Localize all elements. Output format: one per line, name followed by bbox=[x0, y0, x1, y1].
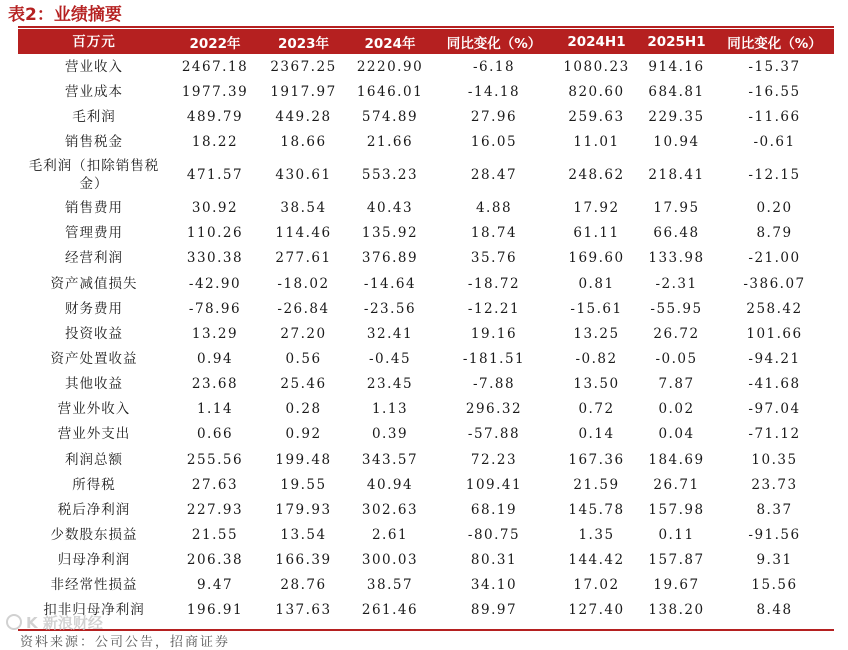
value-cell: 227.93 bbox=[186, 501, 244, 518]
value-cell: 9.31 bbox=[756, 552, 793, 569]
value-cell: 21.66 bbox=[366, 133, 414, 150]
row-label: 投资收益 bbox=[65, 325, 123, 342]
value-cell: -15.37 bbox=[748, 58, 801, 75]
value-cell: 28.76 bbox=[280, 577, 327, 594]
value-cell: 133.98 bbox=[648, 250, 705, 267]
value-cell: 157.87 bbox=[648, 552, 705, 569]
header-2024: 2024年 bbox=[364, 35, 416, 52]
row-label: 资产处置收益 bbox=[50, 350, 138, 367]
value-cell: 18.22 bbox=[191, 133, 239, 150]
row-label: 营业成本 bbox=[65, 83, 123, 100]
value-cell: 114.46 bbox=[275, 225, 332, 242]
value-cell: 376.89 bbox=[361, 250, 419, 267]
value-cell: 1917.97 bbox=[270, 83, 337, 100]
row-label: 归母净利润 bbox=[57, 552, 131, 569]
table-row bbox=[18, 54, 834, 79]
value-cell: 9.47 bbox=[196, 577, 234, 594]
value-cell: 169.60 bbox=[568, 250, 625, 267]
table-row bbox=[18, 397, 834, 422]
value-cell: 68.19 bbox=[470, 501, 518, 518]
header-2025h1: 2025H1 bbox=[647, 33, 706, 50]
row-label: 毛利润 bbox=[72, 108, 116, 125]
value-cell: 259.63 bbox=[568, 108, 625, 125]
value-cell: -386.07 bbox=[743, 275, 806, 292]
value-cell: 261.46 bbox=[361, 602, 419, 619]
row-label: 营业外收入 bbox=[57, 401, 131, 418]
value-cell: 167.36 bbox=[568, 451, 625, 468]
value-cell: 38.54 bbox=[280, 200, 327, 217]
value-cell: 127.40 bbox=[568, 602, 625, 619]
value-cell: 2367.25 bbox=[270, 58, 337, 75]
value-cell: 2.61 bbox=[371, 526, 409, 543]
value-cell: 820.60 bbox=[568, 83, 625, 100]
row-label: 销售费用 bbox=[65, 200, 123, 217]
value-cell: 4.88 bbox=[475, 200, 513, 217]
value-cell: 7.87 bbox=[658, 376, 695, 393]
value-cell: -14.18 bbox=[467, 83, 521, 100]
value-cell: 489.79 bbox=[186, 108, 244, 125]
value-cell: -0.82 bbox=[575, 350, 618, 367]
value-cell: 30.92 bbox=[191, 200, 239, 217]
value-cell: -57.88 bbox=[467, 426, 521, 443]
value-cell: -16.55 bbox=[748, 83, 801, 100]
value-cell: 684.81 bbox=[648, 83, 705, 100]
value-cell: -15.61 bbox=[570, 300, 623, 317]
table-row bbox=[18, 221, 834, 246]
value-cell: -55.95 bbox=[650, 300, 703, 317]
value-cell: -18.02 bbox=[277, 275, 330, 292]
value-cell: -94.21 bbox=[748, 350, 801, 367]
value-cell: 0.28 bbox=[285, 401, 322, 418]
header-2024h1: 2024H1 bbox=[567, 33, 626, 50]
table-row bbox=[18, 548, 834, 573]
value-cell: 1.35 bbox=[578, 526, 615, 543]
value-cell: 32.41 bbox=[366, 325, 414, 342]
value-cell: 0.94 bbox=[196, 350, 234, 367]
table-row bbox=[18, 422, 834, 447]
row-label: 其他收益 bbox=[65, 376, 123, 393]
value-cell: 72.23 bbox=[470, 451, 518, 468]
value-cell: -0.45 bbox=[368, 350, 412, 367]
value-cell: 471.57 bbox=[186, 167, 244, 184]
table-row bbox=[18, 522, 834, 547]
row-label: 营业收入 bbox=[65, 58, 123, 75]
value-cell: 449.28 bbox=[275, 108, 332, 125]
value-cell: 914.16 bbox=[648, 58, 705, 75]
value-cell: 27.96 bbox=[470, 108, 518, 125]
value-cell: -2.31 bbox=[655, 275, 698, 292]
row-label: 扣非归母净利润 bbox=[43, 602, 145, 619]
value-cell: 89.97 bbox=[470, 602, 518, 619]
value-cell: 0.14 bbox=[578, 426, 615, 443]
table-title: 表2：业绩摘要 bbox=[8, 5, 122, 25]
table-row bbox=[18, 155, 834, 196]
value-cell: 1.14 bbox=[196, 401, 234, 418]
value-cell: 255.56 bbox=[186, 451, 244, 468]
value-cell: 145.78 bbox=[568, 501, 625, 518]
table-row bbox=[18, 296, 834, 321]
header-2022: 2022年 bbox=[189, 35, 241, 52]
value-cell: -0.61 bbox=[753, 133, 796, 150]
value-cell: -26.84 bbox=[277, 300, 330, 317]
value-cell: 25.46 bbox=[280, 376, 327, 393]
value-cell: 27.63 bbox=[191, 476, 239, 493]
value-cell: 8.48 bbox=[756, 602, 793, 619]
value-cell: -71.12 bbox=[748, 426, 801, 443]
row-label: 税后净利润 bbox=[57, 501, 131, 518]
header-yoy-half: 同比变化（%） bbox=[727, 35, 822, 52]
value-cell: 13.29 bbox=[191, 325, 239, 342]
value-cell: 553.23 bbox=[361, 167, 419, 184]
value-cell: 184.69 bbox=[648, 451, 705, 468]
row-label: 经营利润 bbox=[65, 250, 123, 267]
table-body bbox=[18, 54, 834, 623]
header-yoy-annual: 同比变化（%） bbox=[446, 35, 542, 52]
table-header-row bbox=[18, 29, 834, 54]
value-cell: 343.57 bbox=[361, 451, 419, 468]
title-rule bbox=[18, 26, 834, 28]
value-cell: -181.51 bbox=[462, 350, 526, 367]
value-cell: 38.57 bbox=[366, 577, 414, 594]
value-cell: 300.03 bbox=[361, 552, 419, 569]
value-cell: 13.54 bbox=[280, 526, 327, 543]
table-row bbox=[18, 346, 834, 371]
value-cell: 11.01 bbox=[573, 133, 620, 150]
value-cell: -78.96 bbox=[188, 300, 242, 317]
summary-table bbox=[18, 29, 834, 623]
value-cell: 13.25 bbox=[573, 325, 620, 342]
value-cell: -12.15 bbox=[748, 167, 801, 184]
value-cell: -6.18 bbox=[472, 58, 516, 75]
table-row bbox=[18, 104, 834, 129]
value-cell: 23.45 bbox=[366, 376, 414, 393]
value-cell: 0.81 bbox=[578, 275, 615, 292]
table-row bbox=[18, 497, 834, 522]
value-cell: -0.05 bbox=[655, 350, 698, 367]
value-cell: 18.74 bbox=[470, 225, 518, 242]
value-cell: 330.38 bbox=[186, 250, 244, 267]
row-label: 所得税 bbox=[72, 476, 116, 493]
table-row bbox=[18, 246, 834, 271]
value-cell: 35.76 bbox=[470, 250, 518, 267]
table-row bbox=[18, 472, 834, 497]
value-cell: -12.21 bbox=[467, 300, 521, 317]
row-label: 非经常性损益 bbox=[50, 577, 138, 594]
value-cell: 21.55 bbox=[191, 526, 239, 543]
value-cell: 23.68 bbox=[191, 376, 239, 393]
value-cell: 109.41 bbox=[465, 476, 523, 493]
value-cell: 137.63 bbox=[275, 602, 332, 619]
value-cell: 218.41 bbox=[648, 167, 705, 184]
value-cell: -41.68 bbox=[748, 376, 801, 393]
value-cell: 0.92 bbox=[285, 426, 322, 443]
value-cell: -91.56 bbox=[748, 526, 801, 543]
value-cell: 66.48 bbox=[653, 225, 700, 242]
value-cell: 10.94 bbox=[653, 133, 700, 150]
row-label: 利润总额 bbox=[65, 451, 123, 468]
row-label: 毛利润（扣除销售税金） bbox=[28, 158, 160, 193]
value-cell: 179.93 bbox=[275, 501, 332, 518]
value-cell: -18.72 bbox=[467, 275, 521, 292]
table-row bbox=[18, 573, 834, 598]
row-label: 管理费用 bbox=[65, 225, 123, 242]
table-row bbox=[18, 79, 834, 104]
value-cell: 10.35 bbox=[751, 451, 798, 468]
value-cell: 0.66 bbox=[196, 426, 234, 443]
value-cell: 296.32 bbox=[465, 401, 523, 418]
watermark-logo-icon bbox=[6, 614, 22, 630]
value-cell: -23.56 bbox=[363, 300, 417, 317]
value-cell: 206.38 bbox=[186, 552, 244, 569]
value-cell: 21.59 bbox=[573, 476, 620, 493]
value-cell: 199.48 bbox=[275, 451, 332, 468]
value-cell: 101.66 bbox=[746, 325, 803, 342]
value-cell: 1.13 bbox=[371, 401, 409, 418]
value-cell: 0.02 bbox=[658, 401, 695, 418]
value-cell: 17.95 bbox=[653, 200, 700, 217]
value-cell: -11.66 bbox=[748, 108, 801, 125]
table-row bbox=[18, 196, 834, 221]
value-cell: 40.43 bbox=[366, 200, 414, 217]
value-cell: 2467.18 bbox=[181, 58, 249, 75]
value-cell: 26.71 bbox=[653, 476, 700, 493]
value-cell: 19.67 bbox=[653, 577, 700, 594]
value-cell: 18.66 bbox=[280, 133, 327, 150]
value-cell: 19.16 bbox=[470, 325, 518, 342]
value-cell: 61.11 bbox=[573, 225, 620, 242]
table-row bbox=[18, 447, 834, 472]
value-cell: 40.94 bbox=[366, 476, 414, 493]
value-cell: 17.92 bbox=[573, 200, 620, 217]
value-cell: 27.20 bbox=[280, 325, 327, 342]
value-cell: 34.10 bbox=[470, 577, 518, 594]
table-row bbox=[18, 372, 834, 397]
value-cell: 26.72 bbox=[653, 325, 700, 342]
value-cell: 0.39 bbox=[371, 426, 409, 443]
header-2023: 2023年 bbox=[277, 35, 330, 52]
value-cell: 8.79 bbox=[756, 225, 793, 242]
value-cell: 19.55 bbox=[280, 476, 327, 493]
value-cell: -14.64 bbox=[363, 275, 417, 292]
value-cell: 229.35 bbox=[648, 108, 705, 125]
value-cell: 0.72 bbox=[578, 401, 615, 418]
value-cell: 0.04 bbox=[658, 426, 695, 443]
value-cell: 157.98 bbox=[648, 501, 705, 518]
value-cell: 166.39 bbox=[275, 552, 332, 569]
value-cell: 0.56 bbox=[285, 350, 322, 367]
value-cell: -21.00 bbox=[748, 250, 801, 267]
value-cell: 2220.90 bbox=[356, 58, 424, 75]
value-cell: 0.20 bbox=[756, 200, 793, 217]
value-cell: -80.75 bbox=[467, 526, 521, 543]
value-cell: 17.02 bbox=[573, 577, 620, 594]
table-row bbox=[18, 129, 834, 154]
value-cell: 430.61 bbox=[275, 167, 332, 184]
row-label: 资产减值损失 bbox=[50, 275, 138, 292]
value-cell: 8.37 bbox=[756, 501, 793, 518]
value-cell: 144.42 bbox=[568, 552, 625, 569]
value-cell: 302.63 bbox=[361, 501, 419, 518]
table-row bbox=[18, 321, 834, 346]
value-cell: 248.62 bbox=[568, 167, 625, 184]
value-cell: 1977.39 bbox=[181, 83, 249, 100]
value-cell: 13.50 bbox=[573, 376, 620, 393]
value-cell: 258.42 bbox=[746, 300, 803, 317]
row-label: 营业外支出 bbox=[57, 426, 131, 443]
value-cell: 196.91 bbox=[186, 602, 244, 619]
value-cell: 1080.23 bbox=[563, 58, 630, 75]
value-cell: 1646.01 bbox=[356, 83, 424, 100]
value-cell: -7.88 bbox=[472, 376, 516, 393]
value-cell: 574.89 bbox=[361, 108, 419, 125]
value-cell: 138.20 bbox=[648, 602, 705, 619]
value-cell: 110.26 bbox=[186, 225, 244, 242]
value-cell: 0.11 bbox=[658, 526, 695, 543]
value-cell: -97.04 bbox=[748, 401, 801, 418]
header-unit: 百万元 bbox=[72, 33, 116, 50]
value-cell: 28.47 bbox=[470, 167, 518, 184]
value-cell: -42.90 bbox=[188, 275, 242, 292]
row-label: 销售税金 bbox=[65, 133, 123, 150]
value-cell: 15.56 bbox=[751, 577, 798, 594]
value-cell: 16.05 bbox=[470, 133, 518, 150]
table-row bbox=[18, 598, 834, 623]
source-note: 资料来源：公司公告，招商证券 bbox=[20, 635, 231, 650]
value-cell: 23.73 bbox=[751, 476, 798, 493]
value-cell: 135.92 bbox=[361, 225, 419, 242]
table-row bbox=[18, 271, 834, 296]
watermark-text: K 新浪财经 bbox=[26, 613, 103, 632]
value-cell: 80.31 bbox=[470, 552, 518, 569]
value-cell: 277.61 bbox=[275, 250, 332, 267]
row-label: 少数股东损益 bbox=[50, 526, 138, 543]
row-label: 财务费用 bbox=[65, 300, 123, 317]
